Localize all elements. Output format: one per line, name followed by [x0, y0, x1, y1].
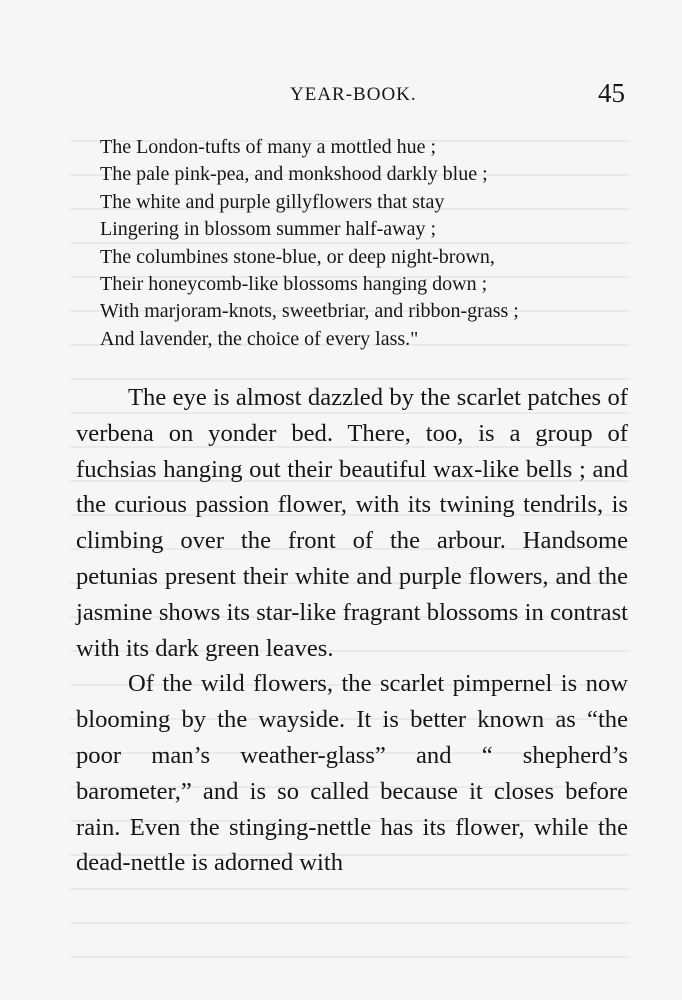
prose-block — [76, 380, 628, 881]
verse-line: The columbines stone-blue, or deep night-brown, — [100, 245, 495, 268]
paragraph: The eye is almost dazzled by the scarlet patches of verbena on yonder bed. There, too, is a group of fuchsias hanging out their beautiful wax-like bells ; and the curious passion flower, with its twining tendrils, is climbing over the front of the arbour. Handsome petunias present their white and purple flowers, and the jasmine shows its star-like fragrant blossoms in contrast with its dark green leaves. — [76, 384, 628, 662]
verse-line: Their honeycomb-like blossoms hanging down ; — [100, 273, 488, 296]
paragraph: Of the wild flowers, the scarlet pimpernel is now blooming by the wayside. It is better known as “the poor man’s weather-glass” and “ shepherd’s barometer,” and is so called because it closes before rain. Even the stinging-nettle has its flower, while the dead-nettle is adorned with — [76, 670, 628, 877]
running-head: YEAR-BOOK. — [290, 84, 417, 105]
verse-line: The London-tufts of many a mottled hue ; — [100, 136, 437, 158]
verse-line: And lavender, the choice of every lass." — [100, 327, 419, 350]
verse-block — [100, 134, 640, 353]
verse-line: Lingering in blossom summer half-away ; — [100, 218, 437, 241]
page-number: 45 — [598, 78, 625, 108]
verse-line: With marjoram-knots, sweetbriar, and ribbon-grass ; — [100, 300, 519, 323]
verse-line: The pale pink-pea, and monkshood darkly blue ; — [100, 163, 488, 186]
verse-line: The white and purple gillyflowers that stay — [100, 190, 445, 213]
